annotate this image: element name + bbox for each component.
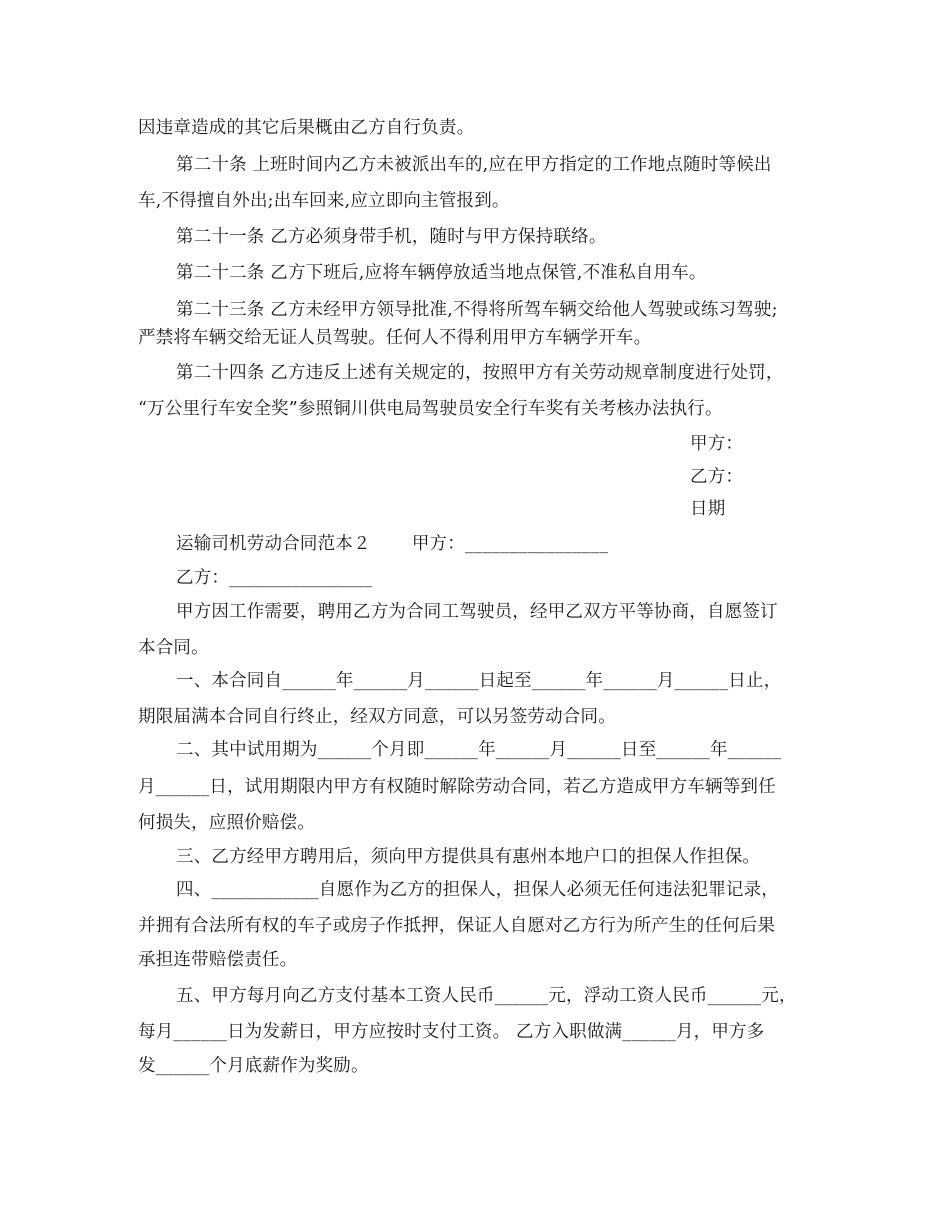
text-line: 月______日，试用期限内甲方有权随时解除劳动合同，若乙方造成甲方车辆等到任 xyxy=(138,777,776,797)
signature-date: 日期 xyxy=(690,499,726,519)
text-line: 因违章造成的其它后果概由乙方自行负责。 xyxy=(138,118,475,138)
text-line: 每月______日为发薪日，甲方应按时支付工资。 乙方入职做满______月，甲方多 xyxy=(138,1022,765,1042)
article-24-line: 第二十四条 乙方违反上述有关规定的，按照甲方有关劳动规章制度进行处罚， xyxy=(176,363,784,383)
article-22-line: 第二十二条 乙方下班后,应将车辆停放适当地点保管,不准私自用车。 xyxy=(176,263,707,283)
clause-3-line: 三、乙方经甲方聘用后，须向甲方提供具有惠州本地户口的担保人作担保。 xyxy=(176,847,761,867)
clause-5-line: 五、甲方每月向乙方支付基本工资人民币______元，浮动工资人民币______元， xyxy=(176,986,797,1006)
article-20-line: 第二十条 上班时间内乙方未被派出车的,应在甲方指定的工作地点随时等候出 xyxy=(176,155,772,175)
signature-party-a: 甲方： xyxy=(690,434,744,454)
text-line: 何损失，应照价赔偿。 xyxy=(138,813,315,833)
text-line: “万公里行车安全奖”参照铜川供电局驾驶员安全行车奖有关考核办法执行。 xyxy=(138,399,723,419)
clause-4-line: 四、____________自愿作为乙方的担保人，担保人必须无任何违法犯罪记录， xyxy=(176,880,779,900)
party-b-line: 乙方：________________ xyxy=(176,568,373,588)
text-line: 发______个月底薪作为奖励。 xyxy=(138,1056,369,1076)
text-line: 车,不得擅自外出;出车回来,应立即向主管报到。 xyxy=(138,191,510,211)
preamble-line: 甲方因工作需要，聘用乙方为合同工驾驶员，经甲乙双方平等协商，自愿签订 xyxy=(176,602,778,622)
text-line: 严禁将车辆交给无证人员驾驶。任何人不得利用甲方车辆学开车。 xyxy=(138,328,652,348)
article-23-line: 第二十三条 乙方未经甲方领导批准,不得将所驾车辆交给他人驾驶或练习驾驶; xyxy=(176,300,778,320)
text-line: 承担连带赔偿责任。 xyxy=(138,950,298,970)
signature-party-b: 乙方： xyxy=(690,467,744,487)
contract-title-line: 运输司机劳动合同范本２ 甲方：________________ xyxy=(176,534,609,554)
text-line: 期限届满本合同自行终止，经双方同意，可以另签劳动合同。 xyxy=(138,707,616,727)
article-21-line: 第二十一条 乙方必须身带手机，随时与甲方保持联络。 xyxy=(176,227,607,247)
text-line: 并拥有合法所有权的车子或房子作抵押，保证人自愿对乙方行为所产生的任何后果 xyxy=(138,916,776,936)
clause-2-line: 二、其中试用期为______个月即______年______月______日至______年______ xyxy=(176,740,782,760)
clause-1-line: 一、本合同自______年______月______日起至______年______月______日止， xyxy=(176,671,782,691)
text-line: 本合同。 xyxy=(138,638,209,658)
